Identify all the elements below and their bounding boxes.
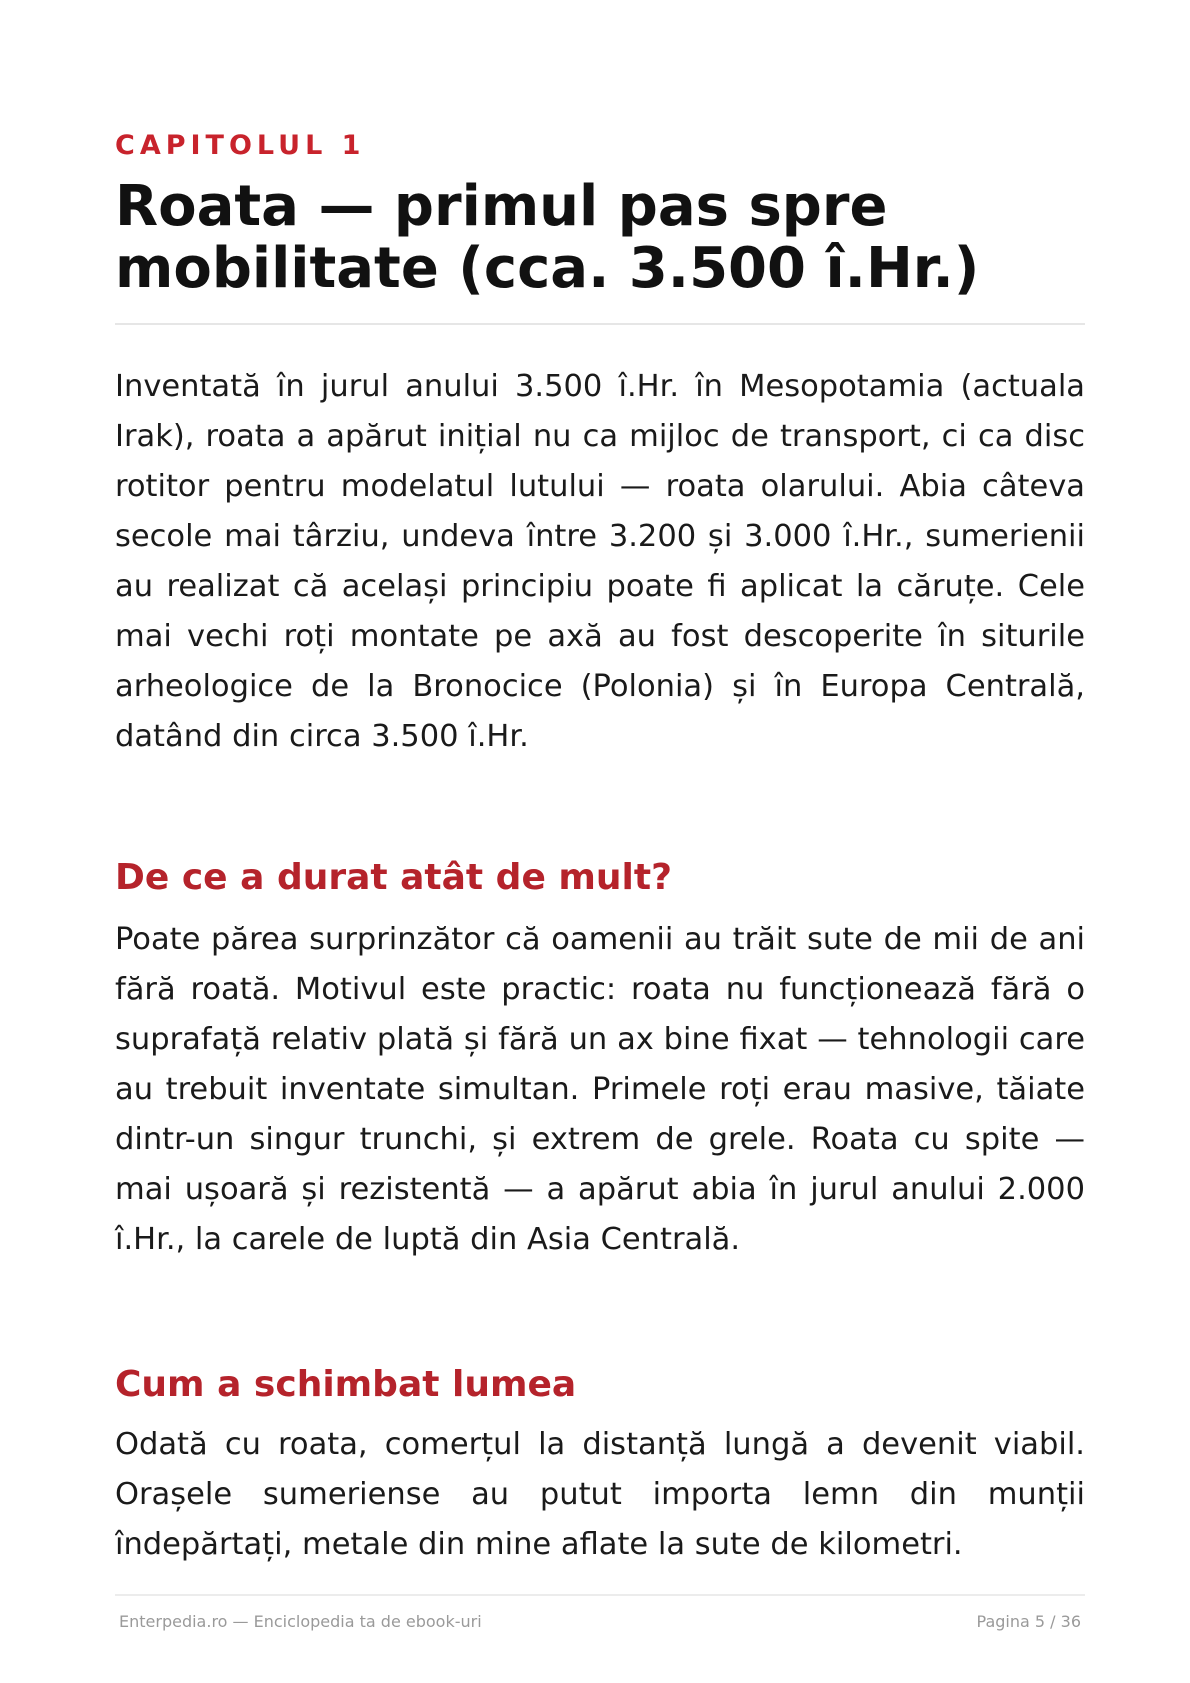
document-page [115, 0, 1085, 1683]
intro-paragraph: Inventată în jurul anului 3.500 î.Hr. în Mesopotamia (actuala Irak), roata a apărut inițial nu ca mijloc de transport, ci ca disc rotitor pentru modelatul lutului — roata olarului. Abia câteva secole mai târziu, undeva între 3.200 și 3.000 î.Hr., sumerienii au realizat că același principiu poate fi aplicat la căruțe. Cele mai vechi roți montate pe axă au fost descoperite în siturile arheologice de la Bronocice (Polonia) și în Europa Centrală, datând din circa 3.500 î.Hr. [115, 369, 1085, 754]
section-paragraph-changed-world: Odată cu roata, comerțul la distanță lungă a devenit viabil. Orașele sumeriense au putut importa lemn din munții îndepărtați, metale din mine aflate la sute de kilometri. [115, 1427, 1085, 1562]
footer-divider [115, 1594, 1085, 1596]
chapter-title: Roata — primul pas spre mobilitate (cca. 3.500 î.Hr.) [115, 174, 980, 301]
section-heading-changed-world: Cum a schimbat lumea [115, 1364, 577, 1405]
chapter-kicker: CAPITOLUL 1 [115, 130, 366, 161]
title-divider [115, 323, 1085, 325]
page-number: Pagina 5 / 36 [976, 1612, 1081, 1631]
page-footer [119, 1610, 1081, 1634]
section-paragraph-why-so-long: Poate părea surprinzător că oamenii au trăit sute de mii de ani fără roată. Motivul este practic: roata nu funcționează fără o suprafață relativ plată și fără un ax bine fixat — tehnologii care au trebuit inventate simultan. Primele roți erau masive, tăiate dintr-un singur trunchi, și extrem de grele. Roata cu spite — mai ușoară și rezistentă — a apărut abia în jurul anului 2.000 î.Hr., la carele de luptă din Asia Centrală. [115, 922, 1085, 1257]
section-heading-why-so-long: De ce a durat atât de mult? [115, 857, 672, 898]
footer-site-label: Enterpedia.ro — Enciclopedia ta de ebook-uri [119, 1612, 482, 1631]
